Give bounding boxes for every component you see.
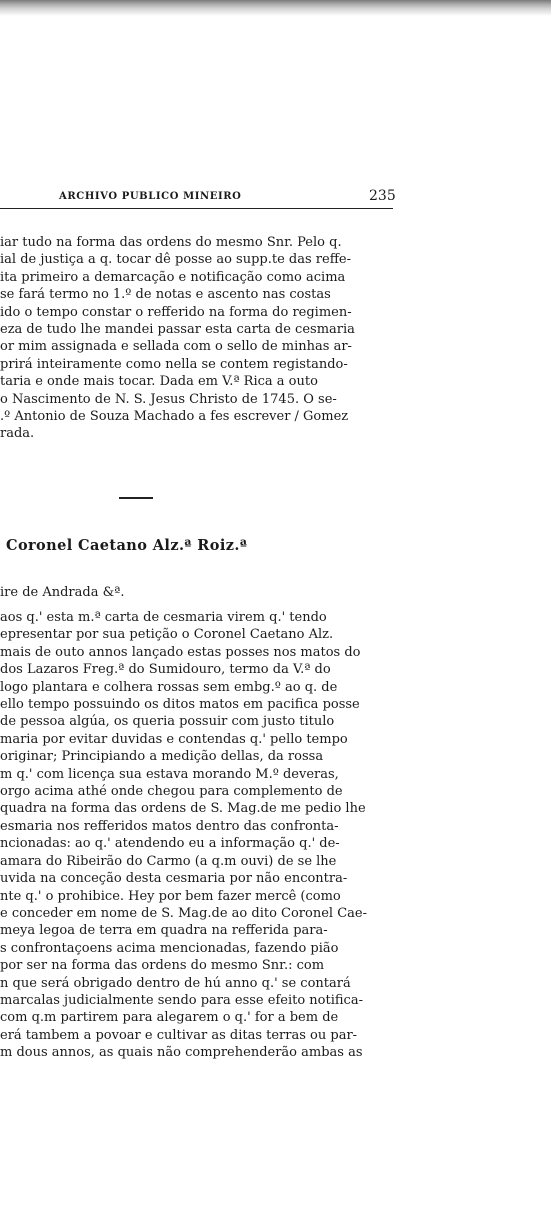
section-separator	[119, 497, 153, 499]
text-line: dos Lazaros Freg.ª do Sumidouro, termo da V.ª do	[0, 662, 331, 678]
text-line: uvida na conceção desta cesmaria por não encontra-	[0, 871, 348, 887]
text-line: or mim assignada e sellada com o sello de minhas ar-	[0, 339, 352, 355]
page-top-shadow	[0, 0, 551, 16]
text-line: .º Antonio de Souza Machado a fes escrever / Gomez	[0, 409, 349, 425]
text-line: se fará termo no 1.º de notas e ascento nas costas	[0, 287, 331, 303]
text-line: maria por evitar duvidas e contendas q.' pello tempo	[0, 731, 348, 747]
header-rule	[0, 208, 393, 209]
text-line: logo plantara e colhera rossas sem embg.º ao q. de	[0, 679, 338, 695]
text-line: epresentar por sua petição o Coronel Caetano Alz.	[0, 627, 334, 643]
text-line: ncionadas: ao q.' atendendo eu a informação q.' de-	[0, 836, 340, 852]
section-title: Coronel Caetano Alz.ª Roiz.ª	[6, 537, 248, 554]
text-line: taria e onde mais tocar. Dada em V.ª Rica a outo	[0, 374, 318, 390]
text-line: n que será obrigado dentro de hú anno q.' se contará	[0, 975, 351, 991]
text-line: ido o tempo constar o refferido na forma do regimen-	[0, 304, 352, 320]
text-line: e conceder em nome de S. Mag.de ao dito Coronel Cae-	[0, 905, 367, 921]
text-line: amara do Ribeirão do Carmo (a q.m ouvi) de se lhe	[0, 853, 337, 869]
text-line: erá tambem a povoar e cultivar as ditas terras ou par-	[0, 1027, 358, 1043]
text-line: marcalas judicialmente sendo para esse efeito notifica-	[0, 992, 363, 1008]
text-line: por ser na forma das ordens do mesmo Snr.: com	[0, 958, 325, 974]
text-line: orgo acima athé onde chegou para complemento de	[0, 784, 343, 800]
text-line: originar; Principiando a medição dellas, da rossa	[0, 749, 324, 765]
page-header	[0, 186, 551, 210]
text-line: aos q.' esta m.ª carta de cesmaria virem q.' tendo	[0, 610, 327, 625]
paragraph-2	[0, 609, 395, 1062]
text-line: ita primeiro a demarcação e notificação como acima	[0, 269, 346, 285]
text-line: rada.	[0, 426, 35, 442]
text-line: com q.m partirem para alegarem o q.' for a bem de	[0, 1010, 339, 1026]
salutation-line: ire de Andrada &ª.	[0, 585, 125, 600]
text-line: eza de tudo lhe mandei passar esta carta de cesmaria	[0, 322, 355, 338]
running-title: ARCHIVO PUBLICO MINEIRO	[59, 191, 242, 202]
text-line: m dous annos, as quais não comprehenderão ambas as	[0, 1045, 363, 1061]
text-line: m q.' com licença sua estava morando M.º deveras,	[0, 766, 339, 782]
page-number: 235	[369, 188, 396, 204]
paragraph-1	[0, 234, 395, 443]
text-line: de pessoa algúa, os queria possuir com justo titulo	[0, 714, 335, 730]
text-line: ello tempo possuindo os ditos matos em pacifica posse	[0, 697, 360, 713]
text-line: meya legoa de terra em quadra na refferida para-	[0, 923, 328, 939]
text-line: iar tudo na forma das ordens do mesmo Snr. Pelo q.	[0, 235, 342, 250]
text-line: esmaria nos refferidos matos dentro das confronta-	[0, 818, 339, 834]
text-line: ial de justiça a q. tocar dê posse ao supp.te das reffe-	[0, 252, 352, 268]
text-line: s confrontaçoens acima mencionadas, fazendo pião	[0, 940, 339, 956]
text-line: mais de outo annos lançado estas posses nos matos do	[0, 644, 361, 660]
text-line: o Nascimento de N. S. Jesus Christo de 1745. O se-	[0, 391, 337, 407]
text-line: nte q.' o prohibice. Hey por bem fazer mercê (como	[0, 888, 341, 904]
text-line: quadra na forma das ordens de S. Mag.de me pedio lhe	[0, 801, 366, 817]
text-line: prirá inteiramente como nella se contem registando-	[0, 356, 348, 372]
